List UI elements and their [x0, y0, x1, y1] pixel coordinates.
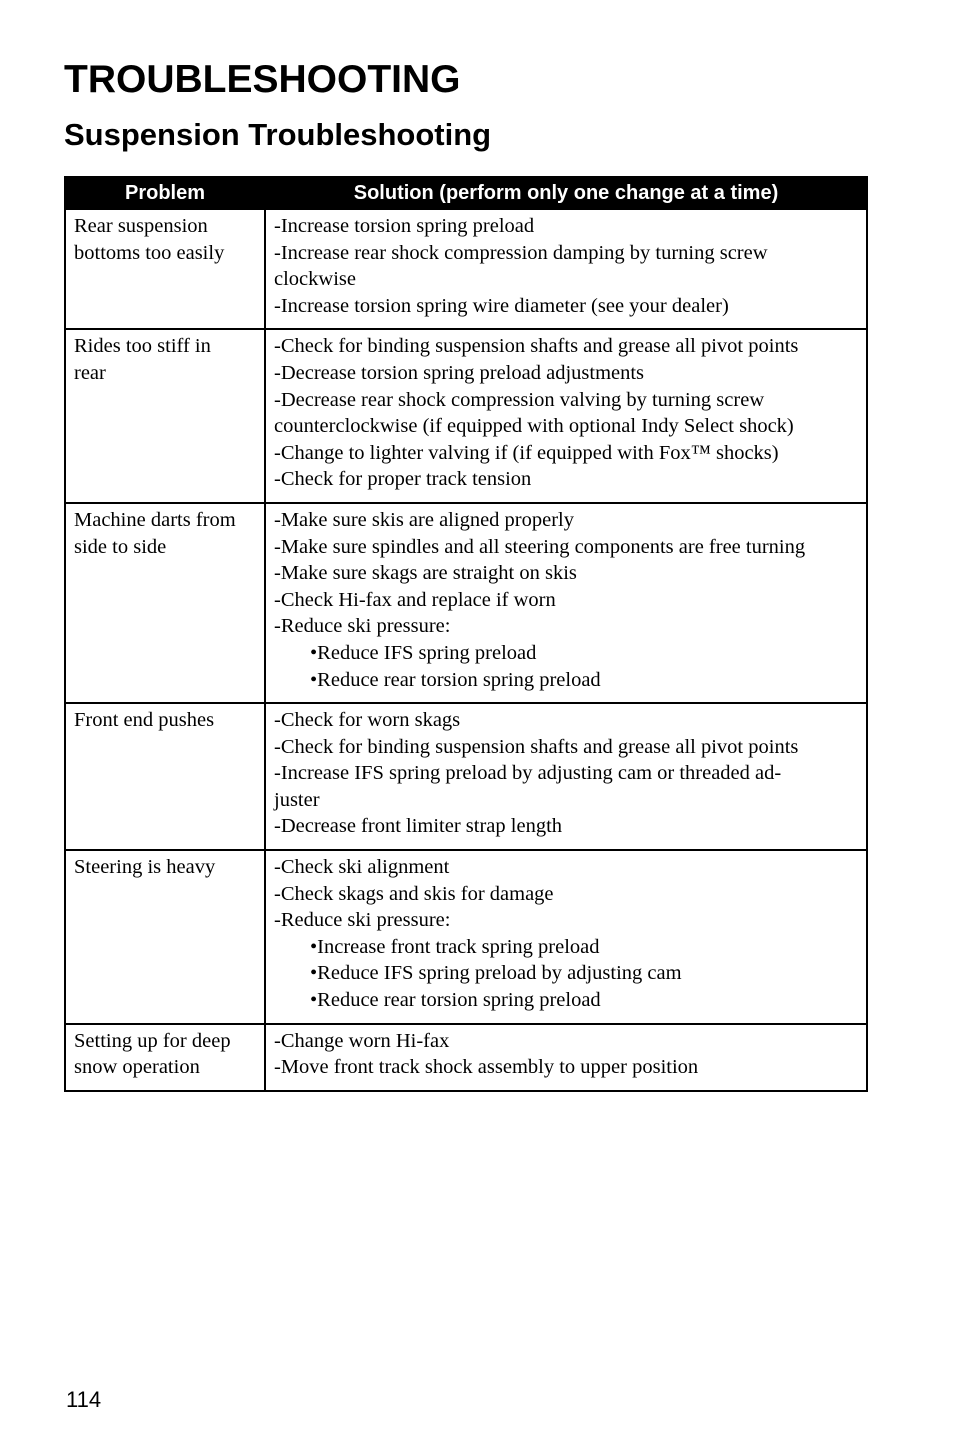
table-row: [65, 210, 867, 329]
solution-line: clockwise: [274, 268, 356, 291]
solution-cell: [265, 329, 867, 503]
solution-cell: [265, 210, 867, 329]
table-row: [65, 703, 867, 850]
solution-line: -Make sure spindles and all steering components are free turning: [274, 535, 806, 558]
solution-sub-item: •Reduce rear torsion spring preload: [310, 668, 601, 691]
solution-line: -Increase rear shock compression damping by turning screw: [274, 241, 768, 264]
solution-line: counterclockwise (if equipped with optional Indy Select shock): [274, 415, 794, 438]
page-title: TROUBLESHOOTING: [64, 58, 461, 101]
troubleshooting-table: [64, 176, 868, 1092]
solution-line: -Decrease rear shock compression valving by turning screw: [274, 388, 765, 411]
solution-line: -Make sure skags are straight on skis: [274, 562, 577, 585]
problem-text-line: Front end pushes: [74, 709, 215, 732]
solution-line: -Move front track shock assembly to upper position: [274, 1056, 699, 1079]
solution-line: -Check Hi-fax and replace if worn: [274, 588, 556, 611]
column-header-solution: Solution (perform only one change at a time): [265, 176, 867, 210]
problem-text-line: Rear suspension: [74, 215, 208, 237]
solution-line: -Change worn Hi-fax: [274, 1029, 450, 1052]
table-row: [65, 850, 867, 1024]
problem-text-line: Rides too stiff in: [74, 335, 211, 358]
problem-text-line: Machine darts from: [74, 508, 236, 531]
table-row: [65, 503, 867, 703]
solution-line: -Check skags and skis for damage: [274, 882, 554, 905]
solution-line: -Check for binding suspension shafts and grease all pivot points: [274, 735, 799, 758]
solution-line: -Change to lighter valving if (if equipped with Fox™ shocks): [274, 441, 779, 464]
solution-sub-item: •Reduce IFS spring preload: [310, 641, 537, 664]
table-row: [65, 1024, 867, 1091]
problem-cell: [65, 503, 265, 703]
solution-line: -Check for binding suspension shafts and grease all pivot points: [274, 335, 799, 358]
problem-cell: [65, 703, 265, 850]
problem-cell: [65, 210, 265, 329]
problem-cell: [65, 850, 265, 1024]
solution-cell: [265, 1024, 867, 1091]
problem-cell: [65, 329, 265, 503]
table-header-row: [65, 176, 867, 210]
solution-line: -Reduce ski pressure:: [274, 909, 451, 932]
solution-line: -Increase torsion spring wire diameter (see your dealer): [274, 294, 729, 317]
solution-sub-item: •Reduce rear torsion spring preload: [310, 989, 601, 1012]
solution-sub-item: •Increase front track spring preload: [310, 935, 600, 958]
solution-line: -Reduce ski pressure:: [274, 615, 451, 638]
solution-line: -Check for worn skags: [274, 709, 461, 732]
solution-line: -Check ski alignment: [274, 856, 450, 879]
problem-cell: [65, 1024, 265, 1091]
solution-line: -Increase torsion spring preload: [274, 215, 535, 237]
problem-text-line: side to side: [74, 535, 167, 558]
table-body: [65, 210, 867, 1091]
problem-text-line: snow operation: [74, 1056, 200, 1079]
solution-line: -Check for proper track tension: [274, 468, 532, 491]
solution-sub-item: •Reduce IFS spring preload by adjusting cam: [310, 962, 682, 985]
solution-cell: [265, 703, 867, 850]
solution-line: -Increase IFS spring preload by adjusting cam or threaded ad-: [274, 762, 782, 785]
solution-line: juster: [274, 788, 320, 811]
section-title: Suspension Troubleshooting: [64, 117, 492, 152]
solution-line: -Decrease torsion spring preload adjustments: [274, 361, 645, 384]
problem-text-line: Setting up for deep: [74, 1029, 231, 1052]
problem-text-line: bottoms too easily: [74, 241, 225, 264]
solution-line: -Decrease front limiter strap length: [274, 815, 563, 838]
column-header-problem: Problem: [65, 176, 265, 210]
problem-text-line: rear: [74, 361, 106, 384]
solution-line: -Make sure skis are aligned properly: [274, 508, 574, 531]
table-row: [65, 329, 867, 503]
solution-cell: [265, 503, 867, 703]
page-number: 114: [66, 1387, 102, 1412]
solution-cell: [265, 850, 867, 1024]
problem-text-line: Steering is heavy: [74, 856, 216, 879]
